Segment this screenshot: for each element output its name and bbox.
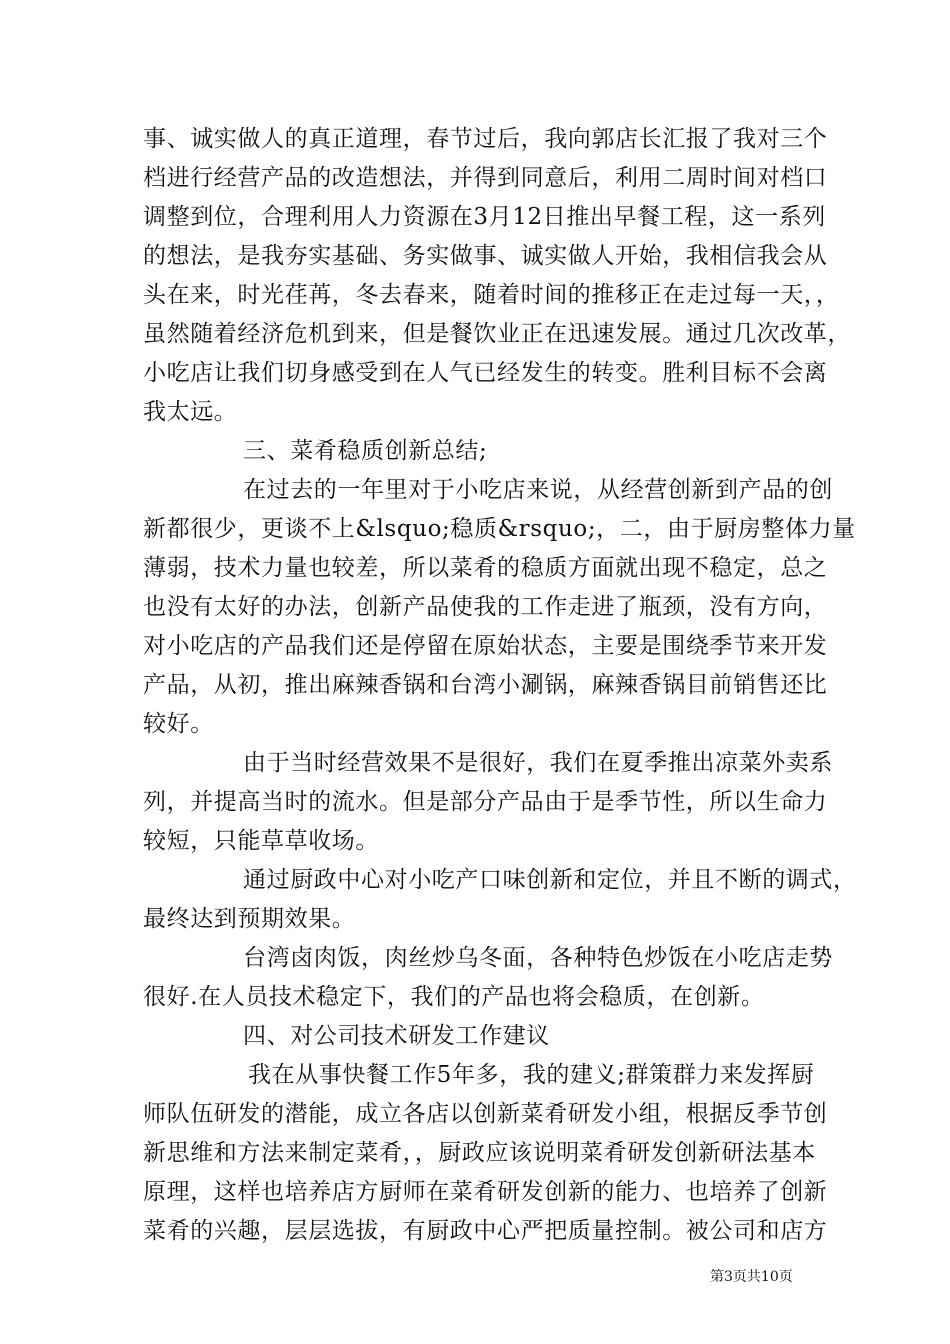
text-line: 我在从事快餐工作5年多，我的建义;群策群力来发挥厨 [248, 1062, 815, 1088]
text-line: 台湾卤肉饭，肉丝炒乌冬面，各种特色炒饭在小吃店走势 [243, 945, 833, 971]
text-line: 头在来，时光荏苒，冬去春来，随着时间的推移正在走过每一天，， [143, 282, 840, 308]
text-line: 较短，只能草草收场。 [143, 828, 379, 854]
text-line: 最终达到预期效果。 [143, 906, 356, 932]
text-line: 虽然随着经济危机到来，但是餐饮业正在迅速发展。通过几次改革， [143, 321, 851, 347]
text-line: 我太远。 [143, 399, 238, 425]
text-line: 在过去的一年里对于小吃店来说，从经营创新到产品的创 [243, 477, 833, 503]
text-line: 菜肴的兴趣，层层选拔，有厨政中心严把质量控制。被公司和店方 [143, 1218, 828, 1244]
text-line: 调整到位，合理利用人力资源在3月12日推出早餐工程，这一系列 [143, 204, 826, 230]
text-line: 产品，从初，推出麻辣香锅和台湾小涮锅，麻辣香锅目前销售还比 [143, 672, 828, 698]
page-number: 第3页共10页 [710, 1269, 793, 1285]
text-line: 原理，这样也培养店方厨师在菜肴研发创新的能力、也培养了创新 [143, 1179, 828, 1205]
text-line: 列，并提高当时的流水。但是部分产品由于是季节性，所以生命力 [143, 789, 828, 815]
section-heading: 四、对公司技术研发工作建议 [243, 1023, 550, 1049]
text-line: 师队伍研发的潜能，成立各店以创新菜肴研发小组，根据反季节创 [143, 1101, 828, 1127]
section-heading: 三、菜肴稳质创新总结; [243, 438, 488, 464]
text-line: 新思维和方法来制定菜肴，，厨政应该说明菜肴研发创新研法基本 [143, 1140, 816, 1166]
text-line: 薄弱，技术力量也较差，所以菜肴的稳质方面就出现不稳定，总之 [143, 555, 828, 581]
text-line: 新都很少，更谈不上&lsquo;稳质&rsquo;，二，由于厨房整体力量 [143, 516, 856, 542]
text-line: 由于当时经营效果不是很好，我们在夏季推出凉菜外卖系 [243, 750, 833, 776]
text-line: 的想法，是我夯实基础、务实做事、诚实做人开始，我相信我会从 [143, 243, 828, 269]
text-line: 很好.在人员技术稳定下，我们的产品也将会稳质，在创新。 [143, 984, 765, 1010]
text-line: 档进行经营产品的改造想法，并得到同意后，利用二周时间对档口 [143, 165, 828, 191]
text-line: 较好。 [143, 711, 214, 737]
text-line: 也没有太好的办法，创新产品使我的工作走进了瓶颈，没有方向， [143, 594, 828, 620]
text-line: 对小吃店的产品我们还是停留在原始状态，主要是围绕季节来开发 [143, 633, 828, 659]
text-line: 小吃店让我们切身感受到在人气已经发生的转变。胜利目标不会离 [143, 360, 828, 386]
text-line: 通过厨政中心对小吃产口味创新和定位，并且不断的调式， [243, 867, 857, 893]
text-line: 事、诚实做人的真正道理，春节过后，我向郭店长汇报了我对三个 [143, 126, 828, 152]
